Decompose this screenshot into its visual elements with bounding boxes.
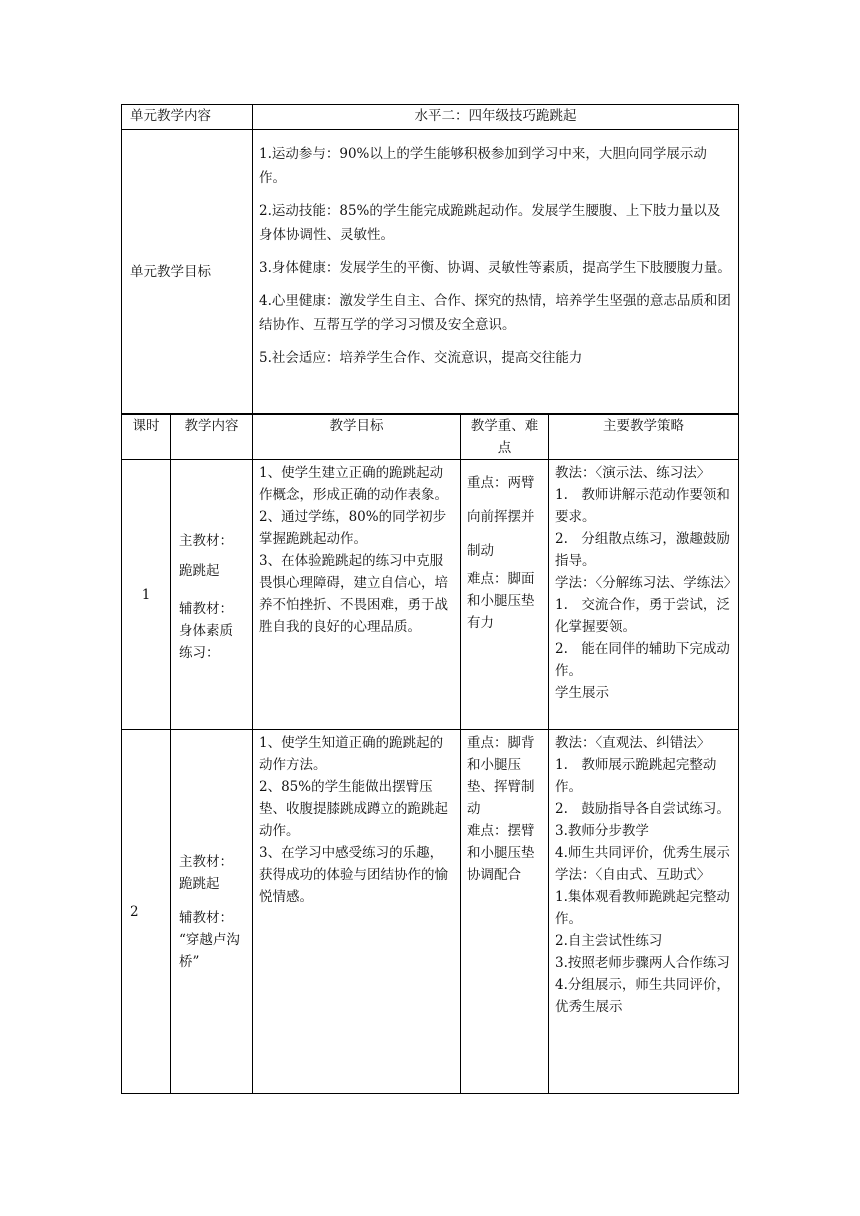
header-period: 课时 — [122, 415, 171, 460]
objective-item: 2、85%的学生能做出摆臂压垫、收腹提膝跳成蹲立的跪跳起动作。 — [259, 779, 448, 839]
aux-material-value: “穿越卢沟桥” — [179, 931, 240, 970]
strategy-item: 2. 分组散点练习，激趣鼓励指导。 — [555, 531, 730, 569]
aux-material-label: 辅教材： — [179, 600, 233, 617]
strategy-item: 1. 教师展示跪跳起完整动作。 — [555, 757, 717, 795]
key-point: 重点：两臂向前挥摆并制动 — [467, 475, 535, 559]
strategy-item: 3.按照老师步骤两人合作练习 — [555, 955, 730, 971]
aux-material-value: 身体素质练习： — [179, 622, 233, 661]
objective-item: 1、使学生知道正确的跪跳起的动作方法。 — [259, 735, 444, 773]
lesson-content — [171, 730, 253, 1094]
unit-table — [121, 104, 739, 414]
difficulty: 难点：脚面和小腿压垫有力 — [467, 571, 535, 631]
unit-goal-label: 单元教学目标 — [122, 130, 253, 414]
strategy-item: 3.教师分步教学 — [555, 823, 649, 839]
main-material-value: 跪跳起 — [179, 562, 220, 579]
unit-goal-item: 5.社会适应：培养学生合作、交流意识，提高交往能力 — [259, 350, 583, 366]
strategy-item: 教法：〈演示法、练习法〉 — [555, 465, 711, 481]
header-strategies: 主要教学策略 — [549, 415, 739, 460]
strategy-item: 1.集体观看教师跪跳起完整动作。 — [555, 889, 730, 927]
lesson-content — [171, 460, 253, 730]
lesson-strategies — [549, 460, 739, 730]
objective-item: 3、在体验跪跳起的练习中克服畏惧心理障碍，建立自信心，培养不怕挫折、不畏困难，勇于战胜自我的良好的心理品质。 — [259, 553, 448, 635]
unit-content-value: 水平二：四年级技巧跪跳起 — [253, 105, 739, 130]
lessons-table — [121, 414, 739, 1094]
strategy-item: 4.分组展示，师生共同评价，优秀生展示 — [555, 977, 730, 1015]
objective-item: 3、在学习中感受练习的乐趣，获得成功的体验与团结协作的愉悦情感。 — [259, 845, 448, 905]
header-key-points: 教学重、难点 — [461, 415, 549, 460]
unit-content-row — [122, 105, 739, 130]
lesson-objectives — [253, 730, 461, 1094]
lesson-key-points — [461, 730, 549, 1094]
strategy-item: 学生展示 — [555, 685, 609, 701]
unit-goal-item: 2.运动技能：85%的学生能完成跪跳起动作。发展学生腰腹、上下肢力量以及身体协调性、灵敏性。 — [259, 203, 721, 243]
unit-goal-item: 4.心里健康：激发学生自主、合作、探究的热情，培养学生坚强的意志品质和团结协作、互帮互学的学习习惯及安全意识。 — [259, 293, 731, 333]
unit-goal-row — [122, 130, 739, 414]
lesson-strategies — [549, 730, 739, 1094]
header-content: 教学内容 — [171, 415, 253, 460]
lessons-header-row — [122, 415, 739, 460]
difficulty: 难点：摆臂和小腿压垫协调配合 — [467, 823, 535, 883]
strategy-item: 2. 鼓励指导各自尝试练习。 — [555, 801, 730, 817]
strategy-item: 4.师生共同评价，优秀生展示 — [555, 845, 730, 861]
lesson-period: 1 — [122, 460, 171, 730]
unit-goal-list — [253, 130, 739, 414]
objective-item: 1、使学生建立正确的跪跳起动作概念，形成正确的动作表象。 — [259, 465, 448, 503]
strategy-item: 2. 能在同伴的辅助下完成动作。 — [555, 641, 730, 679]
strategy-item: 教法：〈直观法、纠错法〉 — [555, 735, 711, 751]
header-objectives: 教学目标 — [253, 415, 461, 460]
strategy-item: 2.自主尝试性练习 — [555, 933, 663, 949]
lesson-key-points — [461, 460, 549, 730]
main-material-label: 主教材： — [179, 532, 233, 549]
strategy-item: 1. 交流合作，勇于尝试，泛化掌握要领。 — [555, 597, 730, 635]
unit-content-label: 单元教学内容 — [122, 105, 253, 130]
objective-item: 2、通过学练，80%的同学初步掌握跪跳起动作。 — [259, 509, 447, 547]
main-material-value: 跪跳起 — [179, 875, 220, 892]
lesson-period: 2 — [122, 730, 171, 1094]
unit-goal-item: 1.运动参与：90%以上的学生能够积极参加到学习中来，大胆向同学展示动作。 — [259, 146, 707, 186]
lesson-row — [122, 730, 739, 1094]
lesson-objectives — [253, 460, 461, 730]
strategy-item: 学法：〈自由式、互助式〉 — [555, 867, 711, 883]
strategy-item: 1. 教师讲解示范动作要领和要求。 — [555, 487, 730, 525]
aux-material-label: 辅教材： — [179, 909, 233, 926]
lesson-row — [122, 460, 739, 730]
key-point: 重点：脚背和小腿压垫、挥臂制动 — [467, 735, 535, 817]
strategy-item: 学法：〈分解练习法、学练法〉 — [555, 575, 738, 591]
main-material-label: 主教材： — [179, 853, 233, 870]
unit-goal-item: 3.身体健康：发展学生的平衡、协调、灵敏性等素质，提高学生下肢腰腹力量。 — [259, 260, 731, 276]
